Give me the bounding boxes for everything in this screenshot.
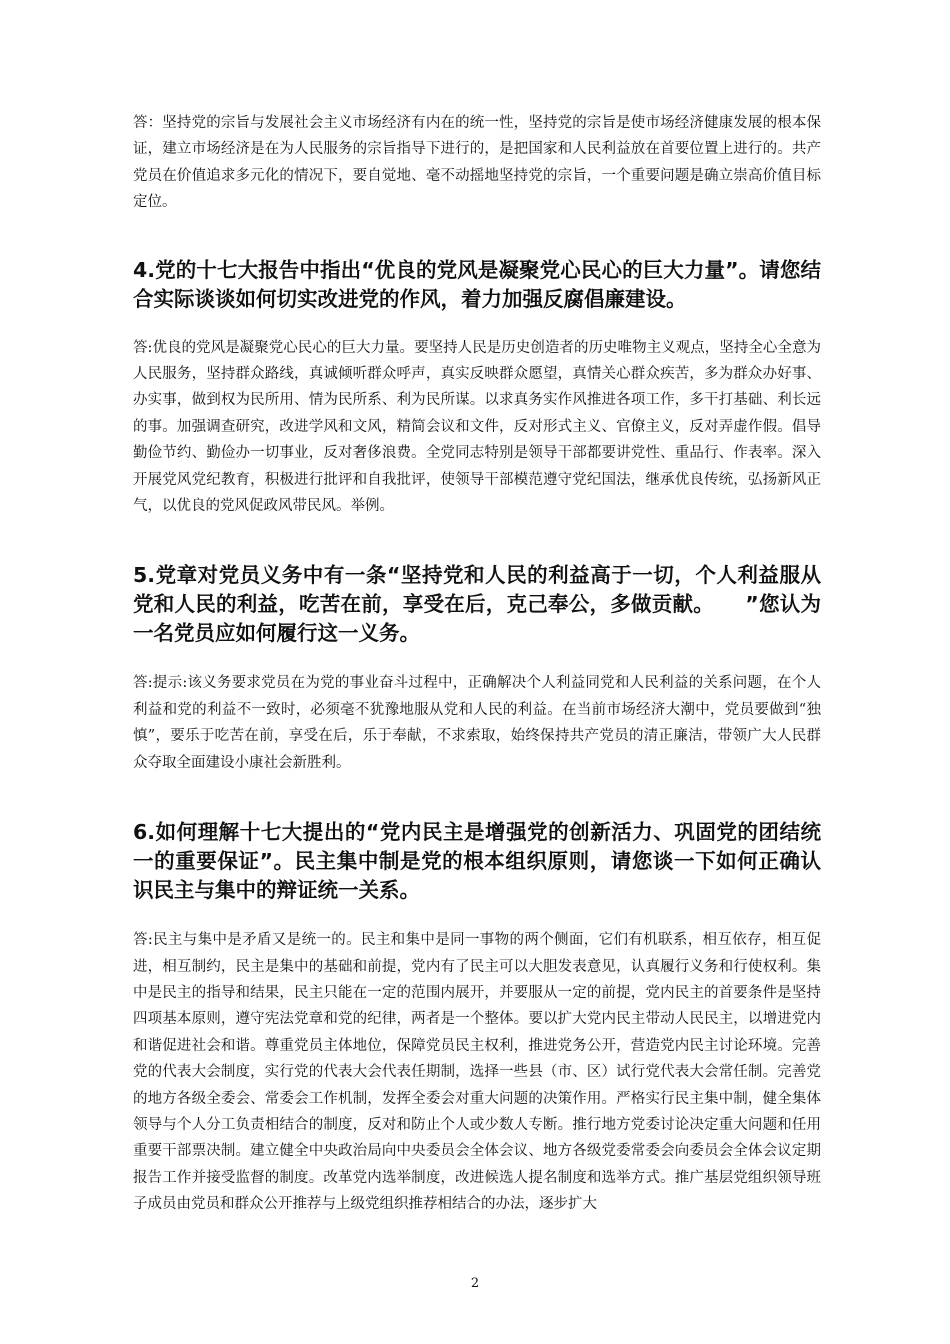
answer-6-paragraph: 答:民主与集中是矛盾又是统一的。民主和集中是同一事物的两个侧面，它们有机联系，相互依存，相互促进，相互制约，民主是集中的基础和前提，党内有了民主可以大胆发表意见，认真履行义务和行使权利。集中是民主的指导和结果，民主只能在一定的范围内展开，并要服从一定的前提，党内民主的首要条件是坚持四项基本原则，遵守宪法党章和党的纪律，两者是一个整体。要以扩大党内民主带动人民民主，以增进党内和谐促进社会和谐。尊重党员主体地位，保障党员民主权利，推进党务公开，营造党内民主讨论环境。完善党的代表大会制度，实行党的代表大会代表任期制，选择一些县（市、区）试行党代表大会常任制。完善党的地方各级全委会、常委会工作机制，发挥全委会对重大问题的决策作用。严格实行民主集中制，健全集体领导与个人分工负责相结合的制度，反对和防止个人或少数人专断。推行地方党委讨论决定重大问题和任用重要干部票决制。建立健全中央政治局向中央委员会全体会议、地方各级党委常委会向委员会全体会议定期报告工作并接受监督的制度。改革党内选举制度，改进候选人提名制度和选举方式。推广基层党组织领导班子成员由党员和群众公开推荐与上级党组织推荐相结合的办法，逐步扩大 <box>133 932 821 1213</box>
answer-3-paragraph: 答：坚持党的宗旨与发展社会主义市场经济有内在的统一性，坚持党的宗旨是使市场经济健康发展的根本保证，建立市场经济是在为人民服务的宗旨指导下进行的，是把国家和人民利益放在首要位置上进行的。共产党员在价值追求多元化的情况下，要自觉地、毫不动摇地坚持党的宗旨，一个重要问题是确立崇高价值目标定位。 <box>133 115 821 211</box>
answer-5-paragraph: 答:提示:该义务要求党员在为党的事业奋斗过程中，正确解决个人利益同党和人民利益的关系问题，在个人利益和党的利益不一致时，必须毫不犹豫地服从党和人民的利益。在当前市场经济大潮中，党员要做到“独慎”，要乐于吃苦在前，享受在后，乐于奉献，不求索取，始终保持共产党员的清正廉洁，带领广大人民群众夺取全面建设小康社会新胜利。 <box>133 675 821 771</box>
document-page <box>133 110 821 1218</box>
question-6-heading: 6.如何理解十七大提出的“党内民主是增强党的创新活力、巩固党的团结统一的重要保证”。民主集中制是党的根本组织原则，请您谈一下如何正确认识民主与集中的辩证统一关系。 <box>133 820 821 903</box>
answer-4-paragraph: 答:优良的党风是凝聚党心民心的巨大力量。要坚持人民是历史创造者的历史唯物主义观点，坚持全心全意为人民服务，坚持群众路线，真诚倾听群众呼声，真实反映群众愿望，真情关心群众疾苦，多为群众办好事、办实事，做到权为民所用、情为民所系、利为民所谋。以求真务实作风推进各项工作，多干打基础、利长远的事。加强调查研究，改进学风和文风，精简会议和文件，反对形式主义、官僚主义，反对弄虚作假。倡导勤俭节约、勤俭办一切事业，反对奢侈浪费。全党同志特别是领导干部都要讲党性、重品行、作表率。深入开展党风党纪教育，积极进行批评和自我批评，使领导干部模范遵守党纪国法，继承优良传统，弘扬新风正气，以优良的党风促政风带民风。举例。 <box>133 339 821 515</box>
question-5-heading: 5.党章对党员义务中有一条“坚持党和人民的利益高于一切，个人利益服从党和人民的利益，吃苦在前，享受在后，克己奉公，多做贡献。 ”您认为一名党员应如何履行这一义务。 <box>133 563 821 646</box>
page-number: 2 <box>470 1276 480 1291</box>
question-4-heading: 4.党的十七大报告中指出“优良的党风是凝聚党心民心的巨大力量”。请您结合实际谈谈如何切实改进党的作风，着力加强反腐倡廉建设。 <box>133 257 821 311</box>
